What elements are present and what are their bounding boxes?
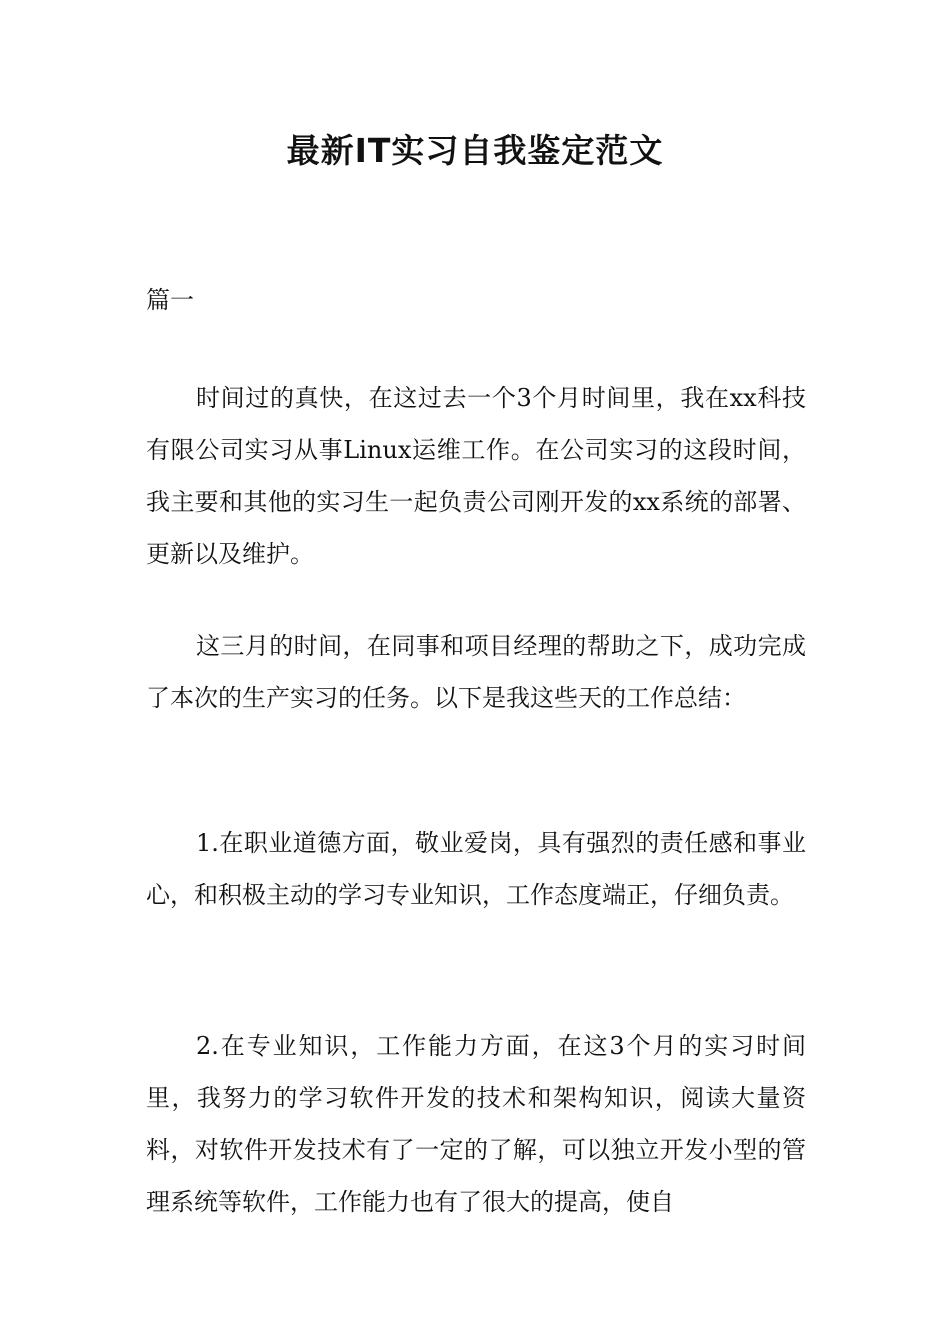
paragraph-1: 时间过的真快，在这过去一个3个月时间里，我在xx科技有限公司实习从事Linux运维工作。在公司实习的这段时间，我主要和其他的实习生一起负责公司刚开发的xx系统的部署、更新以及维护。 — [146, 384, 806, 568]
document-title: 最新IT实习自我鉴定范文 — [286, 131, 664, 170]
paragraph-4: 2.在专业知识，工作能力方面，在这3个月的实习时间里，我努力的学习软件开发的技术和架构知识，阅读大量资料，对软件开发技术有了一定的了解，可以独立开发小型的管理系统等软件，工作能力也有了很大的提高，使自 — [146, 1032, 806, 1216]
section-label: 篇一 — [146, 286, 194, 314]
paragraph-2: 这三月的时间，在同事和项目经理的帮助之下，成功完成了本次的生产实习的任务。以下是我这些天的工作总结： — [146, 632, 806, 712]
paragraph-3: 1.在职业道德方面，敬业爱岗，具有强烈的责任感和事业心，和积极主动的学习专业知识，工作态度端正，仔细负责。 — [146, 829, 806, 909]
